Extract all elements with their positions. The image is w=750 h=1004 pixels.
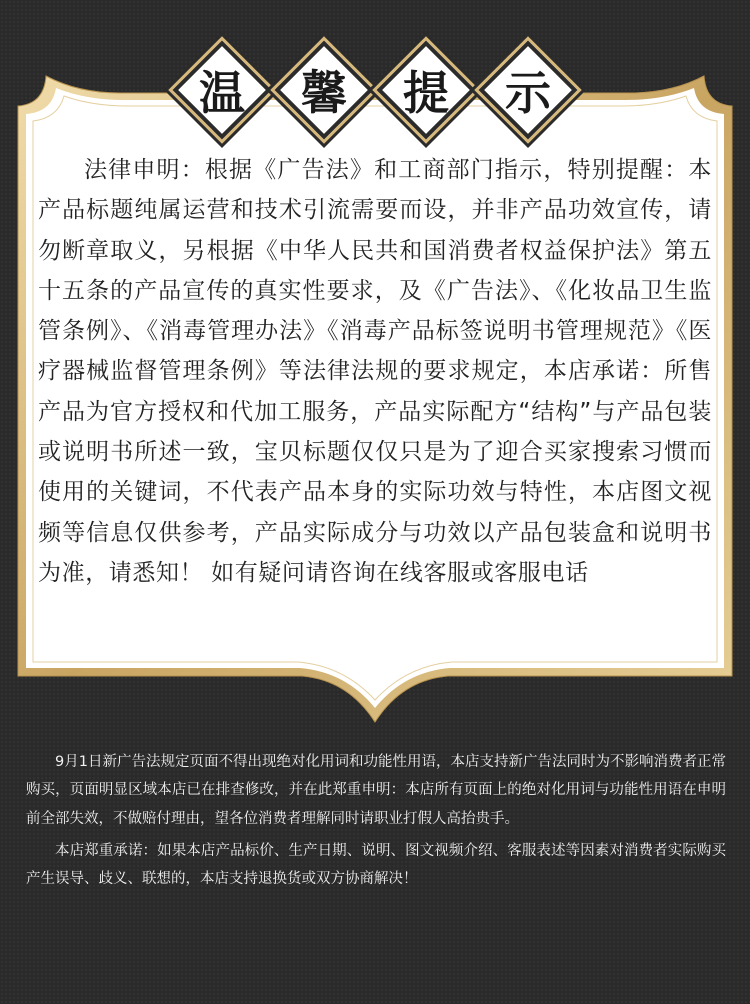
title-diamond-3 [374,38,478,142]
legal-statement: 法律申明：根据《广告法》和工商部门指示，特别提醒：本产品标题纯属运营和技术引流需要而设，并非产品功效宣传，请勿断章取义，另根据《中华人民共和国消费者权益保护法》第五十五条的产品宣传的真实性要求，及《广告法》、《化妆品卫生监管条例》、《消毒管理办法》《消毒产品标签说明书管理规范》《医疗器械监督管理条例》等法律法规的要求规定，本店承诺：所售产品为官方授权和代加工服务，产品实际配方“结构”与产品包装或说明书所述一致，宝贝标题仅仅只是为了迎合买家搜索习惯而使用的关键词，不代表产品本身的实际功效与特性，本店图文视频等信息仅供参考，产品实际成分与功效以产品包装盒和说明书为准，请悉知！ 如有疑问请咨询在线客服或客服电话 [38,157,712,586]
notice-paragraph-1: 9月1日新广告法规定页面不得出现绝对化用词和功能性用语，本店支持新广告法同时为不影响消费者正常购买，页面明显区域本店已在排查修改，并在此郑重申明：本店所有页面上的绝对化用词与功能性用语在申明前全部失效，不做赔付理由，望各位消费者理解同时请职业打假人高抬贵手。 [26,754,726,827]
title-diamond-1 [170,38,274,142]
title-char-4: 示 [505,66,551,120]
title-char-1: 温 [199,66,245,120]
title-diamond-2 [272,38,376,142]
notice-paragraph-2: 本店郑重承诺：如果本店产品标价、生产日期、说明、图文视频介绍、客服表述等因素对消费者实际购买产生误导、歧义、联想的，本店支持退换货或双方协商解决！ [26,842,726,888]
ad-law-notice [26,748,726,893]
title-banner [170,38,580,142]
title-char-2: 馨 [301,66,347,120]
title-char-3: 提 [403,66,449,120]
title-diamond-4 [476,38,580,142]
